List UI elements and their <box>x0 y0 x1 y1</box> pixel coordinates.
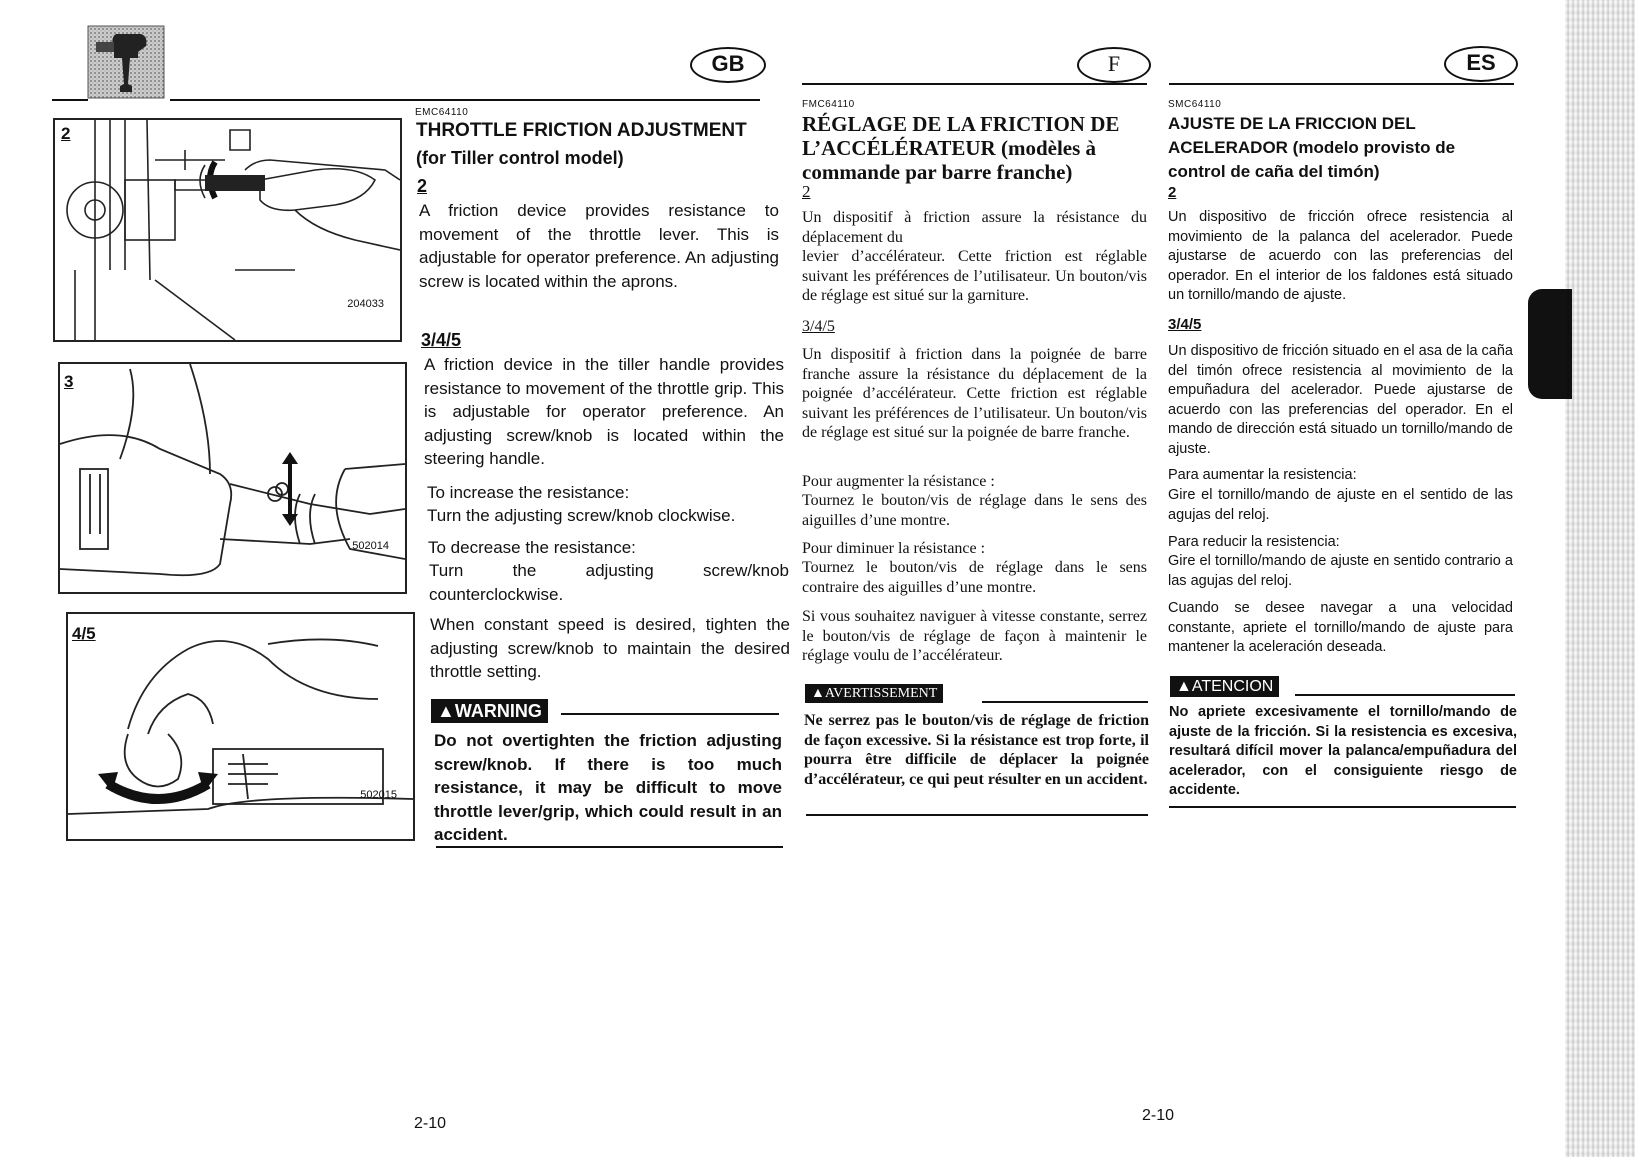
figure-2-code: 204033 <box>347 298 384 310</box>
fr-subhead-345: 3/4/5 <box>802 318 835 335</box>
es-para-2: Un dispositivo de fricción ofrece resistencia al movimiento de la palanca del acelerador. Puede ajustarse de acuerdo con las preferencias del operador. En el interior de los faldones está situado un tornillo/mando de ajuste. <box>1168 209 1513 303</box>
gb-warning-text: Do not overtighten the friction adjusting screw/knob. If there is too much resistance, it may be difficult to move throttle lever/grip, which could result in an accident. <box>434 731 782 844</box>
lang-badge-f: F <box>1077 47 1151 83</box>
es-section-code: SMC64110 <box>1168 99 1222 110</box>
lang-badge-es: ES <box>1444 46 1518 82</box>
figure-4-5-code: 502015 <box>360 789 397 801</box>
gb-increase-label: To increase the resistance: <box>427 483 630 502</box>
outboard-motor-logo <box>86 24 166 100</box>
fr-increase-text: Tournez le bouton/vis de réglage dans le sens des aiguilles d’une montre. <box>802 492 1147 529</box>
gb-warning-rule-top <box>561 713 779 715</box>
es-warning-rule-top <box>1295 694 1515 696</box>
gb-warning-icon: ▲ <box>437 701 455 721</box>
figure-2 <box>53 118 402 342</box>
header-rule-gb <box>170 99 760 101</box>
fr-title-line1: RÉGLAGE DE LA FRICTION DE <box>802 112 1120 136</box>
es-warning-icon: ▲ <box>1176 678 1192 695</box>
figure-4-5 <box>66 612 415 841</box>
fr-title-line2: L’ACCÉLÉRATEUR (modèles à <box>802 136 1097 160</box>
fr-warning-rule-bottom <box>806 814 1148 816</box>
header-rule-f <box>802 83 1147 85</box>
fr-section-code: FMC64110 <box>802 99 855 110</box>
gb-decrease-label: To decrease the resistance: <box>428 538 636 557</box>
header-rule-left <box>52 99 88 101</box>
gb-para-2: A friction device provides resistance to movement of the throttle lever. This is adjustable for operator preference. An adjusting screw is located within the aprons. <box>419 201 779 291</box>
gb-title-line1: THROTTLE FRICTION ADJUSTMENT <box>416 120 747 141</box>
fr-increase-label: Pour augmenter la résistance : <box>802 473 995 490</box>
gb-title-line2: (for Tiller control model) <box>416 148 624 168</box>
gb-constant-speed: When constant speed is desired, tighten the adjusting screw/knob to maintain the desired throttle setting. <box>430 615 790 681</box>
es-warning-rule-bottom <box>1169 806 1516 808</box>
fr-constant-speed: Si vous souhaitez naviguer à vitesse constante, serrez le bouton/vis de réglage de façon à maintenir le réglage voulu de l’accélérateur. <box>802 608 1147 664</box>
gb-subhead-345: 3/4/5 <box>421 330 462 350</box>
es-title-line3: control de caña del timón) <box>1168 162 1380 181</box>
es-decrease-text: Gire el tornillo/mando de ajuste en sentido contrario a las agujas del reloj. <box>1168 553 1513 589</box>
es-subhead-345: 3/4/5 <box>1168 316 1202 333</box>
es-decrease-label: Para reducir la resistencia: <box>1168 534 1340 550</box>
es-subhead-2: 2 <box>1168 184 1177 201</box>
figure-3-code: 502014 <box>352 540 389 552</box>
gb-decrease-text: Turn the adjusting screw/knob counterclockwise. <box>429 561 789 604</box>
gb-warning-rule-bottom <box>436 846 783 848</box>
es-para-345: Un dispositivo de fricción situado en el asa de la caña del timón ofrece resistencia al movimiento de la empuñadura del acelerador. Puede ajustarse de acuerdo con las preferencias del operador. En el mando de dirección está situado un tornillo/mando de ajuste. <box>1168 343 1513 457</box>
figure-4-5-label: 4/5 <box>72 624 96 643</box>
gb-subhead-2: 2 <box>417 176 428 196</box>
fr-para-345: Un dispositif à friction dans la poignée de barre franche assure la résistance du déplacement de la poignée d’accélérateur. Cette friction est réglable suivant les préférences de l’utilisateur. Un bouton/vis de réglage est situé sur la poignée de barre franche. <box>802 346 1147 441</box>
fr-warning-label: ▲AVERTISSEMENT <box>805 684 943 703</box>
fr-warning-text: Ne serrez pas le bouton/vis de réglage de friction de façon excessive. Si la résistance est trop forte, il pourra être difficile de déplacer la poignée d’accélérateur, ce qui peut résulter en un accident. <box>804 712 1149 788</box>
fr-title-line3: commande par barre franche) <box>802 160 1073 184</box>
page-number-right: 2-10 <box>1142 1107 1175 1124</box>
fr-subhead-2: 2 <box>802 182 811 201</box>
figure-2-label: 2 <box>61 124 71 143</box>
es-title-line1: AJUSTE DE LA FRICCION DEL <box>1168 114 1416 133</box>
gb-increase-text: Turn the adjusting screw/knob clockwise. <box>427 506 736 525</box>
es-increase-text: Gire el tornillo/mando de ajuste en el sentido de las agujas del reloj. <box>1168 487 1513 523</box>
gb-para-345: A friction device in the tiller handle provides resistance to movement of the throttle grip. This is adjustable for operator preference. An adjusting screw/knob is located within the steering handle. <box>424 355 784 468</box>
lang-badge-gb: GB <box>690 47 766 83</box>
es-title-line2: ACELERADOR (modelo provisto de <box>1168 138 1456 157</box>
fr-para-2b: levier d’accélérateur. Cette friction est réglable suivant les préférences de l’utilisateur. Un bouton/vis de réglage est situé sur la garniture. <box>802 248 1147 304</box>
es-warning-label: ▲ATENCION <box>1170 676 1279 697</box>
fr-para-2a: Un dispositif à friction assure la résistance du déplacement du <box>802 209 1147 246</box>
fr-warning-icon: ▲ <box>811 686 825 701</box>
scan-edge-texture <box>1565 0 1635 1157</box>
gb-warning-label: ▲WARNING <box>431 699 548 723</box>
gb-section-code: EMC64110 <box>415 107 469 118</box>
header-rule-es <box>1169 83 1514 85</box>
figure-3-label: 3 <box>64 372 74 391</box>
es-increase-label: Para aumentar la resistencia: <box>1168 467 1357 483</box>
figure-3 <box>58 362 407 594</box>
fr-warning-rule-top <box>982 701 1148 703</box>
fr-decrease-label: Pour diminuer la résistance : <box>802 540 986 557</box>
fr-decrease-text: Tournez le bouton/vis de réglage dans le sens contraire des aiguilles d’une montre. <box>802 559 1147 596</box>
page-number-left: 2-10 <box>414 1115 447 1132</box>
es-constant-speed: Cuando se desee navegar a una velocidad constante, apriete el tornillo/mando de ajuste para mantener la aceleración deseada. <box>1168 600 1513 655</box>
es-warning-text: No apriete excesivamente el tornillo/mando de ajuste de la fricción. Si la resistencia es excesiva, resultará difícil mover la palanca/empuñadura del acelerador, con el consiguiente riesgo de accidente. <box>1169 704 1517 798</box>
